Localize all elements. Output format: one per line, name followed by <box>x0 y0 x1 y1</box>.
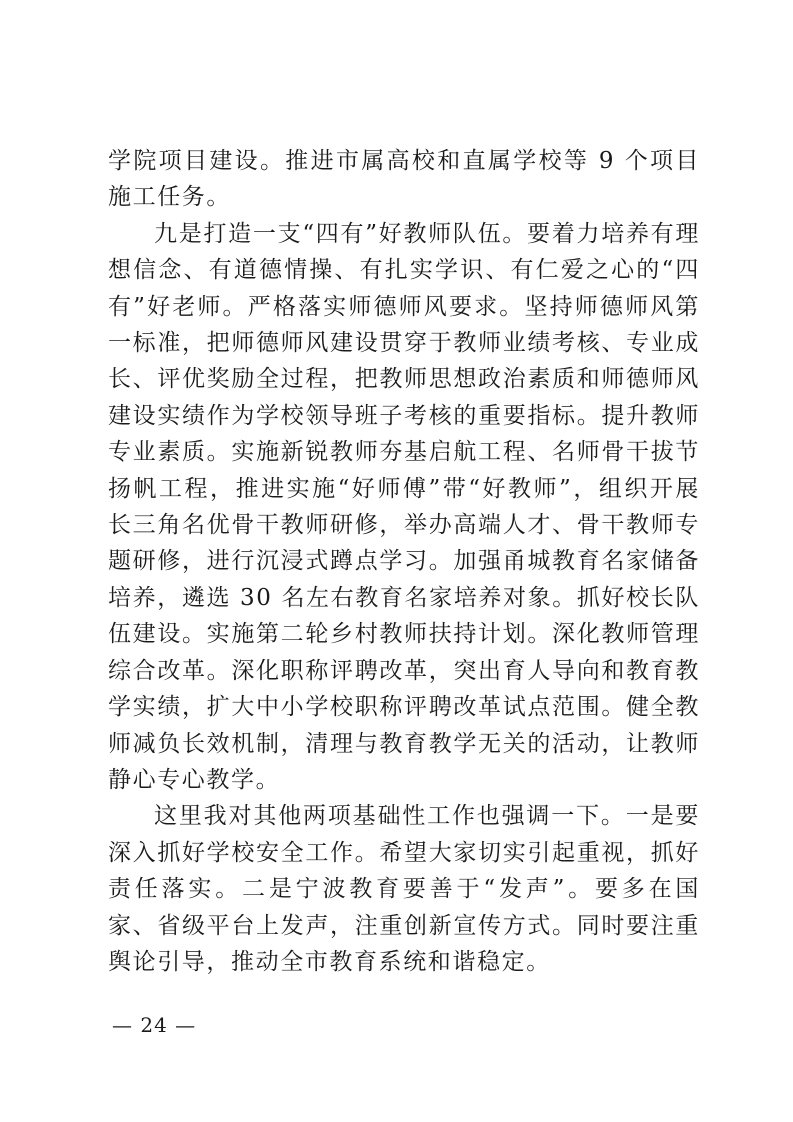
paragraph-continuation: 学院项目建设。推进市属高校和直属学校等 9 个项目施工任务。 <box>108 148 700 211</box>
paragraph-foundational-work: 这里我对其他两项基础性工作也强调一下。一是要深入抓好学校安全工作。希望大家切实引起重视，抓好责任落实。二是宁波教育要善于“发声”。要多在国家、省级平台上发声，注重创新宣传方式。同时要注重舆论引导，推动全市教育系统和谐稳定。 <box>108 803 700 975</box>
body-text <box>108 143 700 980</box>
paragraph-teacher-team: 九是打造一支“四有”好教师队伍。要着力培养有理想信念、有道德情操、有扎实学识、有仁爱之心的“四有”好老师。严格落实师德师风要求。坚持师德师风第一标准，把师德师风建设贯穿于教师业绩考核、专业成长、评优奖励全过程，把教师思想政治素质和师德师风建设实绩作为学校领导班子考核的重要指标。提升教师专业素质。实施新锐教师夯基启航工程、名师骨干拔节扬帆工程，推进实施“好师傅”带“好教师”，组织开展长三角名优骨干教师研修，举办高端人才、骨干教师专题研修，进行沉浸式蹲点学习。加强甬城教育名家储备培养，遴选 30 名左右教育名家培养对象。抓好校长队伍建设。实施第二轮乡村教师扶持计划。深化教师管理综合改革。深化职称评聘改革，突出育人导向和教育教学实绩，扩大中小学校职称评聘改革试点范围。健全教师减负长效机制，清理与教育教学无关的活动，让教师静心专心教学。 <box>108 220 700 793</box>
page-number: — 24 — <box>112 1013 197 1037</box>
